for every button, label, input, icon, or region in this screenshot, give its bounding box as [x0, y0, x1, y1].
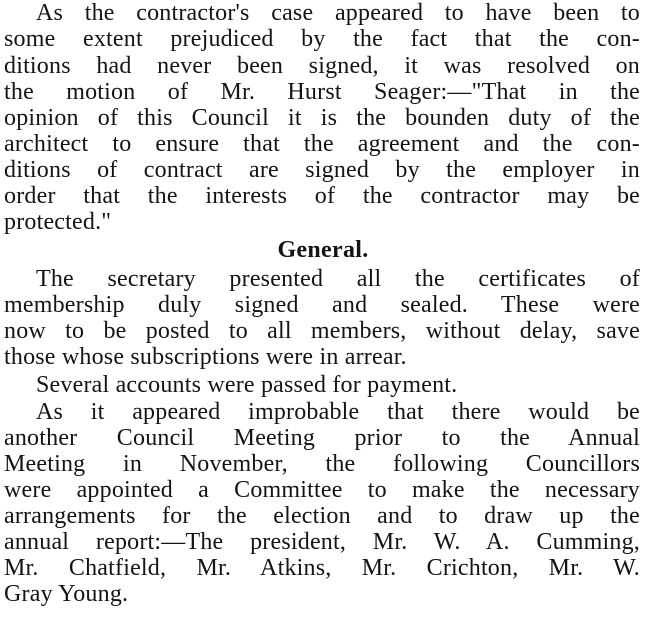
paragraph4-line: annual report:—The president, Mr. W. A. Cumming, [4, 529, 640, 555]
paragraph4-line: Meeting in November, the following Councillors [4, 451, 640, 477]
paragraph1-line: As the contractor's case appeared to have been to [36, 0, 640, 26]
paragraph4-line: Gray Young. [4, 581, 129, 607]
paragraph1-line: some extent prejudiced by the fact that the con- [4, 26, 640, 52]
paragraph3-line: Several accounts were passed for payment. [36, 372, 458, 398]
paragraph4-line: Mr. Chatfield, Mr. Atkins, Mr. Crichton, Mr. W. [4, 555, 640, 581]
paragraph1-line: opinion of this Council it is the bounden duty of the [4, 105, 640, 131]
paragraph4-line: were appointed a Committee to make the necessary [4, 477, 640, 503]
paragraph2-line: those whose subscriptions were in arrear. [4, 344, 407, 370]
paragraph2-line: membership duly signed and sealed. These were [4, 292, 640, 318]
paragraph1-line: ditions of contract are signed by the employer in [4, 157, 640, 183]
paragraph4-line: As it appeared improbable that there would be [36, 399, 640, 425]
paragraph4-line: another Council Meeting prior to the Annual [4, 425, 640, 451]
paragraph1-line: architect to ensure that the agreement and the con- [4, 131, 640, 157]
paragraph4-line: arrangements for the election and to draw up the [4, 503, 640, 529]
paragraph1-line: protected." [4, 209, 112, 235]
paragraph1-line: the motion of Mr. Hurst Seager:—"That in the [4, 79, 640, 105]
section-heading: General. [277, 237, 369, 263]
paragraph1-line: ditions had never been signed, it was resolved on [4, 53, 640, 79]
paragraph2-line: now to be posted to all members, without delay, save [4, 318, 640, 344]
paragraph1-line: order that the interests of the contractor may be [4, 183, 640, 209]
paragraph2-line: The secretary presented all the certificates of [36, 266, 640, 292]
